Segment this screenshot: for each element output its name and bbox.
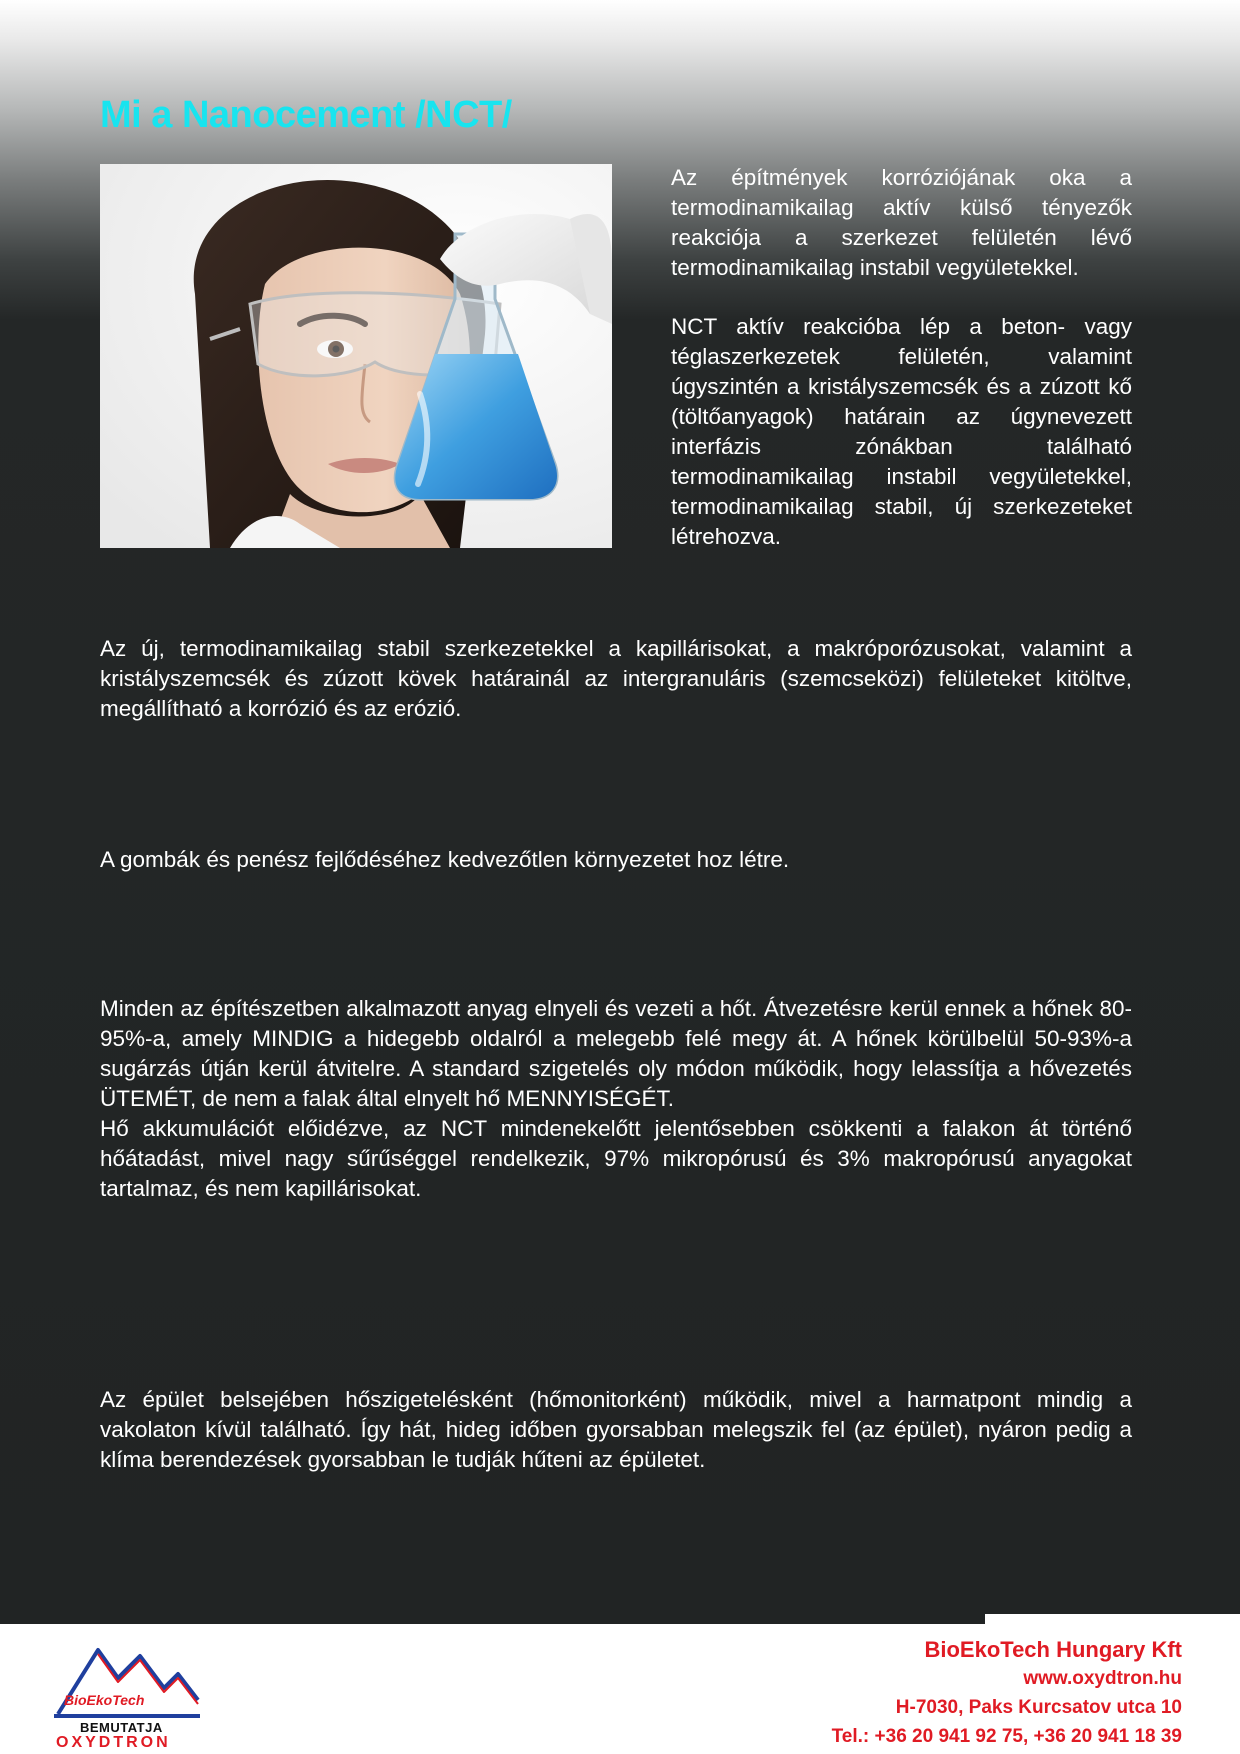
- intro-paragraph-2: NCT aktív reakcióba lép a beton- vagy téglaszerkezetek felületén, valamint úgyszintén a kristályszemcsék és a zúzott kő (töltőanyagok) határain az úgynevezett interfázis zónákban található termodinamikailag instabil vegyületekkel, termodinamikailag stabil, új szerkezeteket létrehozva.: [671, 314, 1132, 549]
- body-paragraph-fungi: A gombák és penész fejlődéséhez kedvezőtlen környezetet hoz létre.: [100, 847, 790, 872]
- body-paragraph-heat-conduction: Minden az építészetben alkalmazott anyag elnyeli és vezeti a hőt. Átvezetésre kerül ennek a hőnek 80-95%-a, amely MINDIG a hidegebb oldalról a melegebb felé megy át. A hőnek körülbelül 50-93%-a sugárzás útján kerül átvitelre. A standard szigetelés oly módon működik, hogy lelassítja a hővezetés ÜTEMÉT, de nem a falak által elnyelt hő MENNYISÉGÉT.: [100, 996, 1132, 1111]
- logo-product: OXYDTRON: [56, 1734, 171, 1751]
- logo-presents: BEMUTATJA: [80, 1720, 163, 1735]
- company-address: H-7030, Paks Kurcsatov utca 10: [895, 1697, 1182, 1718]
- body-paragraph-capillaries: Az új, termodinamikailag stabil szerkezetekkel a kapillárisokat, a makróporózusokat, valamint a kristályszemcsék és zúzott kövek határainál az intergranuláris (szemcseközi) felületeket kitöltve, megállítható a korrózió és az erózió.: [100, 636, 1132, 721]
- intro-paragraph-1: Az építmények korróziójának oka a termodinamikailag aktív külső tényezők reakciója a szerkezet felületén lévő termodinamikailag instabil vegyületekkel.: [671, 165, 1132, 280]
- company-phone: Tel.: +36 20 941 92 75, +36 20 941 18 39: [831, 1726, 1182, 1747]
- bioekotech-logo: [52, 1638, 232, 1751]
- company-website[interactable]: www.oxydtron.hu: [1023, 1668, 1182, 1689]
- scientist-flask-illustration: [100, 164, 612, 548]
- company-name: BioEkoTech Hungary Kft: [924, 1637, 1182, 1662]
- scientist-photo: [100, 164, 612, 548]
- page-title: Mi a Nanocement /NCT/: [100, 94, 512, 136]
- logo-brand: BioEkoTech: [64, 1692, 145, 1708]
- body-paragraph-insulation: Az épület belsejében hőszigetelésként (hőmonitorként) működik, mivel a harmatpont mindig a vakolaton kívül található. Így hát, hideg időben gyorsabban melegszik fel (az épület), nyáron pedig a klíma berendezések gyorsabban le tudják hűteni az épületet.: [100, 1387, 1132, 1472]
- body-paragraph-heat-accumulation: Hő akkumulációt előidézve, az NCT mindenekelőtt jelentősebben csökkenti a falakon át történő hőátadást, mivel nagy sűrűséggel rendelkezik, 97% mikropórusú és 3% makropórusú anyagokat tartalmaz, és nem kapillárisokat.: [100, 1116, 1132, 1201]
